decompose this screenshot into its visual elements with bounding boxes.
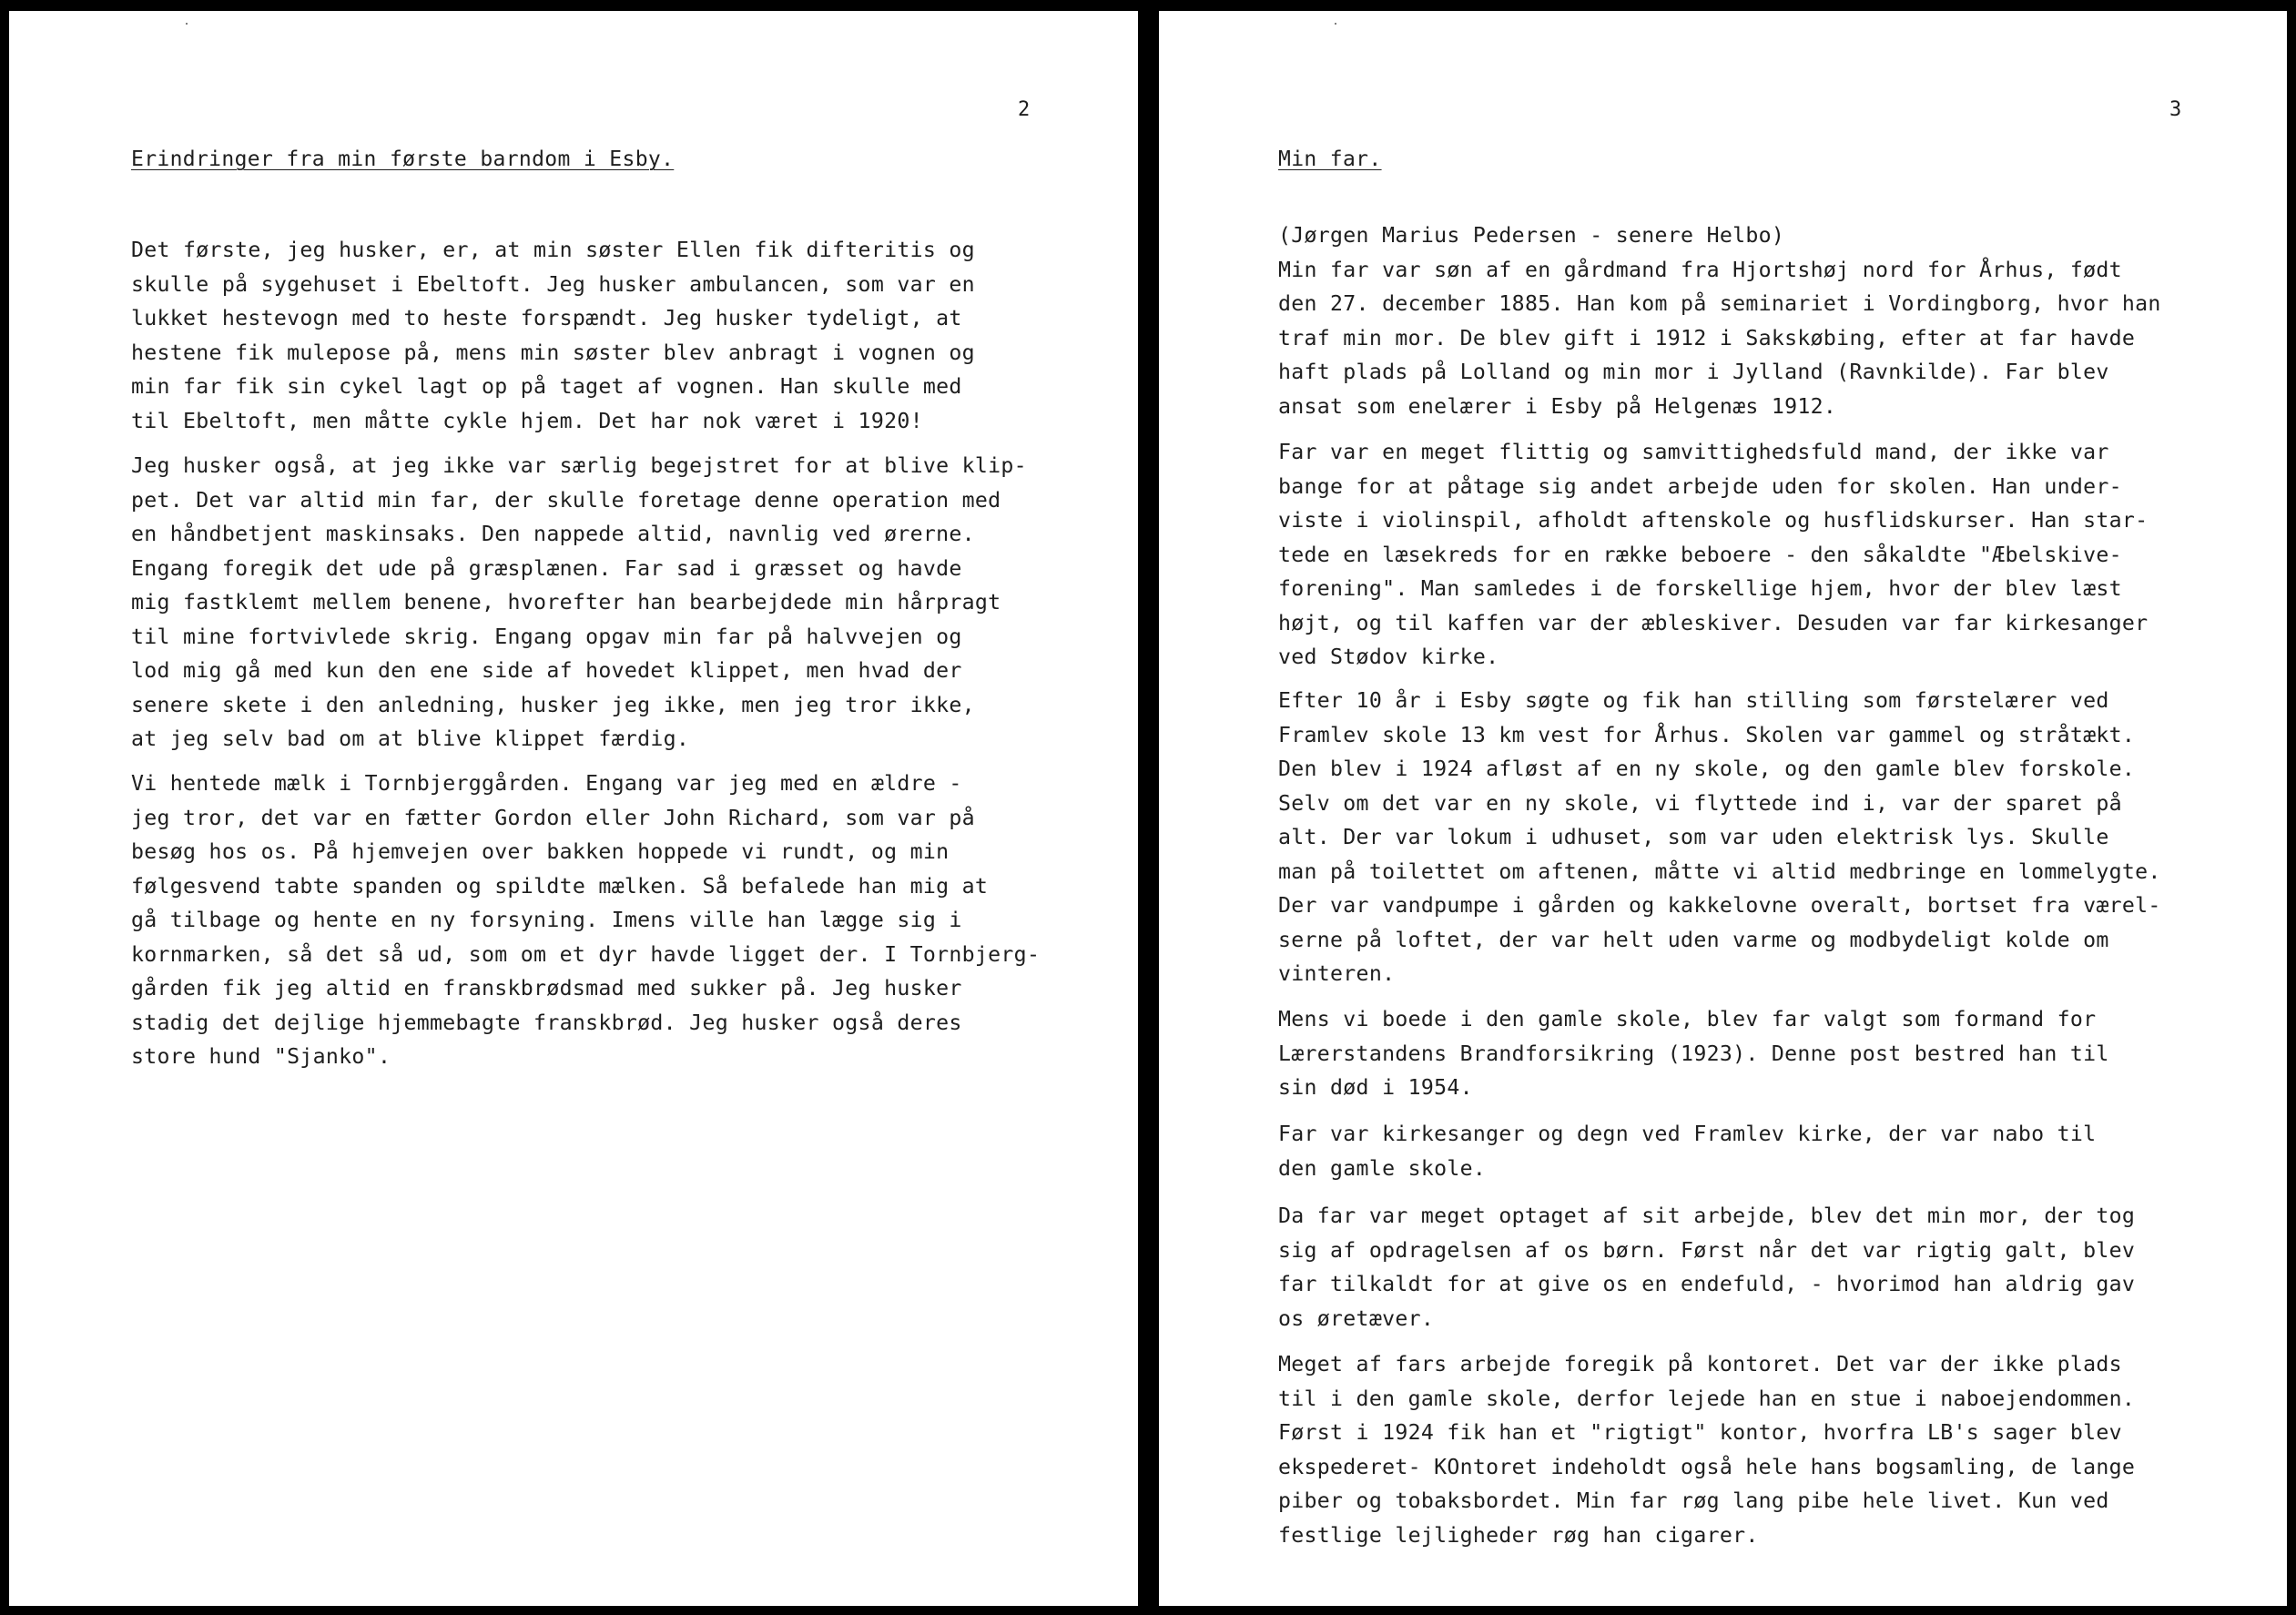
text-line: man på toilettet om aftenen, måtte vi altid medbringe en lommelygte.: [1278, 858, 2161, 884]
text-line: Den blev i 1924 afløst af en ny skole, og den gamle blev forskole.: [1278, 757, 2136, 781]
text-line: ekspederet- KOntoret indeholdt også hele hans bogsamling, de lange: [1278, 1454, 2136, 1479]
paper-speck: [186, 23, 188, 25]
text-line: (Jørgen Marius Pedersen - senere Helbo): [1278, 223, 1785, 248]
text-line: kornmarken, så det så ud, som om et dyr havde ligget der. I Tornbjerg-: [131, 941, 1041, 967]
paragraph: [131, 233, 975, 438]
text-line: Far var kirkesanger og degn ved Framlev kirke, der var nabo til: [1278, 1122, 2097, 1146]
text-line: alt. Der var lokum i udhuset, som var uden elektrisk lys. Skulle: [1278, 825, 2109, 849]
text-line: ved Stødov kirke.: [1278, 645, 1499, 669]
paragraph: [1278, 1347, 2135, 1552]
text-line: sin død i 1954.: [1278, 1075, 1473, 1100]
page-number: 2: [1018, 98, 1031, 121]
text-line: senere skete i den anledning, husker jeg ikke, men jeg tror ikke,: [131, 692, 975, 717]
text-line: serne på loftet, der var helt uden varme og modbydeligt kolde om: [1278, 927, 2109, 952]
text-line: Engang foregik det ude på græsplænen. Far sad i græsset og havde: [131, 555, 962, 581]
paragraph: [1278, 218, 2161, 423]
text-line: følgesvend tabte spanden og spildte mælken. Så befalede han mig at: [131, 873, 989, 899]
text-line: højt, og til kaffen var der æbleskiver. Desuden var far kirkesanger: [1278, 610, 2149, 635]
text-line: jeg tror, det var en fætter Gordon eller John Richard, som var på: [131, 805, 975, 830]
text-line: far tilkaldt for at give os en endefuld, - hvorimod han aldrig gav: [1278, 1272, 2136, 1296]
left-page: [9, 11, 1138, 1606]
text-line: den gamle skole.: [1278, 1155, 1487, 1181]
text-line: sig af opdragelsen af os børn. Først når det var rigtig galt, blev: [1278, 1237, 2136, 1263]
text-line: store hund "Sjanko".: [131, 1044, 391, 1069]
text-line: hestene fik mulepose på, mens min søster blev anbragt i vognen og: [131, 340, 975, 365]
text-line: Da far var meget optaget af sit arbejde, blev det min mor, der tog: [1278, 1204, 2136, 1228]
chapter-title: Erindringer fra min første barndom i Esby.: [131, 147, 675, 171]
paragraph: [131, 767, 1040, 1074]
text-line: gå tilbage og hente en ny forsyning. Imens ville han lægge sig i: [131, 908, 962, 932]
right-page: [1159, 11, 2287, 1606]
text-line: lod mig gå med kun den ene side af hovedet klippet, men hvad der: [131, 658, 962, 683]
text-line: os øretæver.: [1278, 1305, 1435, 1331]
text-line: at jeg selv bad om at blive klippet færdig.: [131, 726, 690, 751]
page-number: 3: [2169, 98, 2182, 121]
text-line: bange for at påtage sig andet arbejde uden for skolen. Han under-: [1278, 473, 2122, 499]
text-line: mig fastklemt mellem benene, hvorefter han bearbejdede min hårpragt: [131, 590, 1001, 615]
paragraph: [1278, 1002, 2109, 1105]
text-line: til Ebeltoft, men måtte cykle hjem. Det har nok været i 1920!: [131, 408, 923, 433]
paragraph: [1278, 684, 2161, 991]
paragraph: [1278, 1199, 2135, 1336]
text-line: viste i violinspil, afholdt aftenskole og husflidskurser. Han star-: [1278, 508, 2149, 533]
text-line: Vi hentede mælk i Tornbjerggården. Engang var jeg med en ældre -: [131, 771, 962, 796]
text-line: haft plads på Lolland og min mor i Jylland (Ravnkilde). Far blev: [1278, 360, 2109, 384]
paragraph: [1278, 435, 2148, 675]
text-line: traf min mor. De blev gift i 1912 i Sakskøbing, efter at far havde: [1278, 325, 2136, 350]
paragraph: [131, 449, 1027, 757]
text-line: Meget af fars arbejde foregik på kontoret. Det var der ikke plads: [1278, 1352, 2122, 1376]
text-line: Framlev skole 13 km vest for Århus. Skolen var gammel og stråtækt.: [1278, 722, 2136, 747]
text-line: til i den gamle skole, derfor lejede han en stue i naboejendommen.: [1278, 1386, 2136, 1411]
chapter-title: Min far.: [1278, 147, 1382, 171]
text-line: Min far var søn af en gårdmand fra Hjortshøj nord for Århus, født: [1278, 257, 2122, 282]
text-line: pet. Det var altid min far, der skulle foretage denne operation med: [131, 487, 1001, 513]
text-line: festlige lejligheder røg han cigarer.: [1278, 1522, 1759, 1548]
text-line: Mens vi boede i den gamle skole, blev far valgt som formand for: [1278, 1007, 2097, 1031]
text-line: Der var vandpumpe i gården og kakkelovne overalt, bortset fra værel-: [1278, 893, 2161, 918]
text-line: tede en læsekreds for en række beboere - den såkaldte "Æbelskive-: [1278, 542, 2122, 567]
text-line: Jeg husker også, at jeg ikke var særlig begejstret for at blive klip-: [131, 453, 1027, 478]
text-line: Far var en meget flittig og samvittighedsfuld mand, der ikke var: [1278, 440, 2109, 464]
text-line: vinteren.: [1278, 961, 1396, 986]
text-line: Lærerstandens Brandforsikring (1923). Denne post bestred han til: [1278, 1041, 2109, 1066]
text-line: skulle på sygehuset i Ebeltoft. Jeg husker ambulancen, som var en: [131, 271, 975, 297]
text-line: til mine fortvivlede skrig. Engang opgav min far på halvvejen og: [131, 624, 962, 649]
text-line: Efter 10 år i Esby søgte og fik han stilling som førstelærer ved: [1278, 688, 2109, 713]
text-line: den 27. december 1885. Han kom på seminariet i Vordingborg, hvor han: [1278, 291, 2161, 316]
text-line: Først i 1924 fik han et "rigtigt" kontor, hvorfra LB's sager blev: [1278, 1420, 2122, 1445]
text-line: Det første, jeg husker, er, at min søster Ellen fik difteritis og: [131, 238, 975, 262]
paragraph: [1278, 1117, 2096, 1185]
text-line: lukket hestevogn med to heste forspændt. Jeg husker tydeligt, at: [131, 306, 962, 330]
text-line: en håndbetjent maskinsaks. Den nappede altid, navnlig ved ørerne.: [131, 522, 975, 546]
paper-speck: [1335, 23, 1336, 25]
text-line: ansat som enelærer i Esby på Helgenæs 1912.: [1278, 393, 1837, 419]
text-line: min far fik sin cykel lagt op på taget af vognen. Han skulle med: [131, 374, 962, 399]
text-line: Selv om det var en ny skole, vi flyttede ind i, var der sparet på: [1278, 790, 2122, 816]
text-line: forening". Man samledes i de forskellige hjem, hvor der blev læst: [1278, 576, 2122, 601]
text-line: stadig det dejlige hjemmebagte franskbrød. Jeg husker også deres: [131, 1010, 962, 1035]
text-line: gården fik jeg altid en franskbrødsmad med sukker på. Jeg husker: [131, 976, 962, 1000]
text-line: piber og tobaksbordet. Min far røg lang pibe hele livet. Kun ved: [1278, 1488, 2109, 1513]
text-line: besøg hos os. På hjemvejen over bakken hoppede vi rundt, og min: [131, 839, 950, 864]
